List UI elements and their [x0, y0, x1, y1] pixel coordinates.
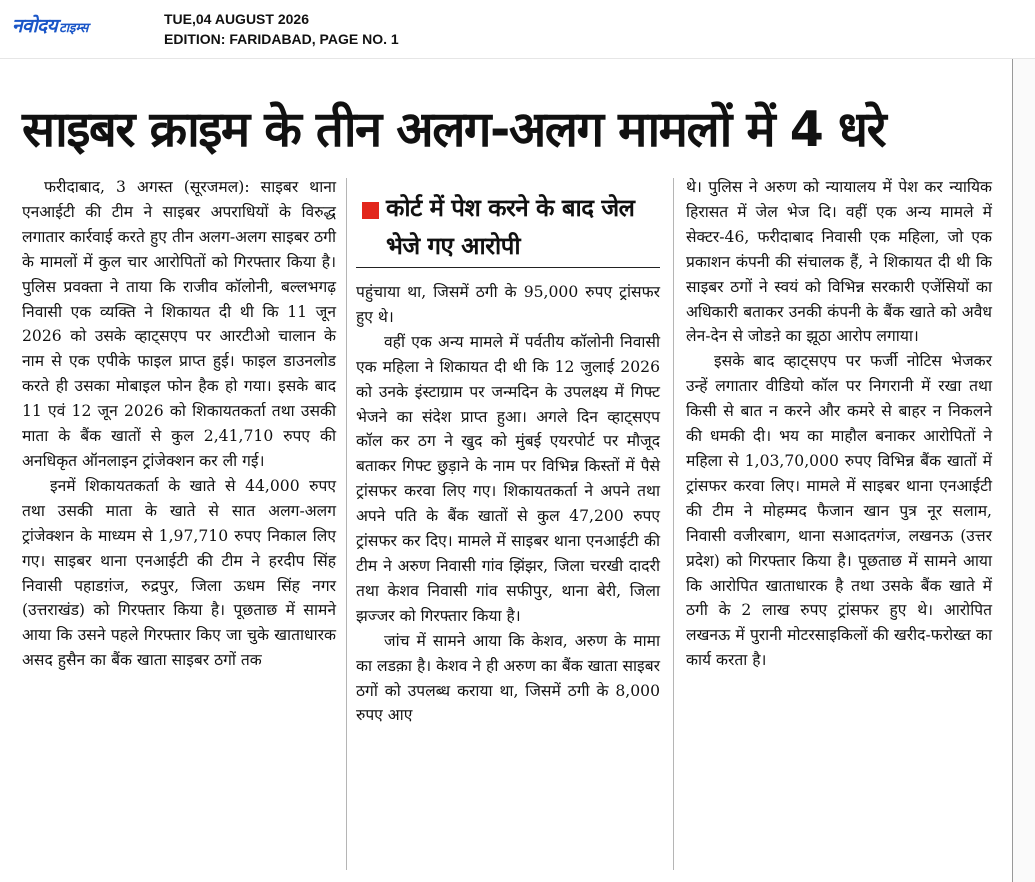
article-subhead-box	[356, 185, 660, 268]
column-2-paragraph-1: पहुंचाया था, जिसमें ठगी के 95,000 रुपए ट्रांसफर हुए थे।	[356, 283, 660, 326]
edition-header	[0, 0, 1035, 59]
newspaper-logo[interactable]	[12, 12, 88, 38]
article-column-3	[686, 175, 992, 673]
column-1-paragraph-1: फरीदाबाद, 3 अगस्त (सूरजमल): साइबर थाना एनआईटी की टीम ने साइबर अपराधियों के विरुद्ध लगातार कार्रवाई करते हुए तीन अलग-अलग साइबर ठगी के मामलों में कुल चार आरोपितों को गिरफ्तार किया है। पुलिस प्रवक्ता ने ताया कि राजीव कॉलोनी, बल्लभगढ़ निवासी एक व्यक्ति ने शिकायत दी थी कि 11 जून 2026 को उसके व्हाट्सएप पर आरटीओ चालान के नाम से एक एपीके फाइल प्राप्त हुई। फाइल डाउनलोड करते ही उसका मोबाइल फोन हैक हो गया। इसके बाद 11 एवं 12 जून 2026 को शिकायतकर्ता तथा उसकी माता के बैंक खातों से कुल 2,41,710 रुपए की अनधिकृत ऑनलाइन ट्रांजेक्शन कर ली गई।	[22, 178, 336, 470]
logo-main-text: नवोदय	[12, 15, 58, 37]
edition-date: TUE,04 AUGUST 2026	[164, 11, 309, 27]
edition-page: EDITION: FARIDABAD, PAGE NO. 1	[164, 31, 399, 47]
logo-sub-text: टाइम्स	[59, 21, 89, 36]
column-divider-2	[673, 178, 674, 870]
adjacent-column-edge	[1012, 59, 1035, 882]
column-2-paragraph-3: जांच में सामने आया कि केशव, अरुण के मामा का लडक़ा है। केशव ने ही अरुण का बैंक खाता साइबर ठगों को उपलब्ध कराया था, जिसमें ठगी के 8,000 रुपए आए	[356, 631, 660, 725]
red-square-icon	[362, 202, 379, 219]
column-3-paragraph-1: थे। पुलिस ने अरुण को न्यायालय में पेश कर न्यायिक हिरासत में जेल भेज दि। वहीं एक अन्य मामले में सेक्टर-46, फरीदाबाद निवासी एक महिला, जो एक प्रकाशन कंपनी की संचालक हैं, ने शिकायत दी थी कि साइबर ठगों ने स्वयं को विभिन्न सरकारी एजेंसियों का अधिकारी बताकर उनकी कंपनी के बैंक खाते को अवैध लेन-देन से जोडऩे का झूठा आरोप लगाया।	[686, 178, 992, 346]
column-3-paragraph-2: इसके बाद व्हाट्सएप पर फर्जी नोटिस भेजकर उन्हें लगातार वीडियो कॉल पर निगरानी में रखा तथा किसी से बात न करने और कमरे से बाहर न निकलने की धमकी दी। भय का माहौल बनाकर आरोपितों ने महिला से 1,03,70,000 रुपए विभिन्न बैंक खातों में ट्रांसफर करवा लिए। मामले में साइबर थाना एनआईटी की टीम ने मोहम्मद फैजान खान पुत्र नूर सलाम, निवासी वजीरबाग, थाना सआदतगंज, लखनऊ (उत्तर प्रदेश) को गिरफ्तार किया है। पूछताछ में सामने आया कि आरोपित खाताधारक है तथा उसके बैंक खाते में ठगी के 2 लाख रुपए ट्रांसफर हुए थे। आरोपित लखनऊ में पुरानी मोटरसाइकिलों की खरीद-फरोख्त का कार्य करता है।	[686, 352, 992, 670]
article-headline: साइबर क्राइम के तीन अलग-अलग मामलों में 4 धरे	[22, 101, 886, 158]
column-1-paragraph-2: इनमें शिकायतकर्ता के खाते से 44,000 रुपए तथा उसकी माता के खाते से सात अलग-अलग ट्रांजेक्शन के माध्यम से 1,97,710 रुपए निकाल लिए गए। साइबर थाना एनआईटी की टीम ने हरदीप सिंह निवासी पहाडग़ंज, रुद्रपुर, जिला ऊधम सिंह नगर (उत्तराखंड) को गिरफ्तार किया है। पूछताछ में सामने आया कि उसने पहले गिरफ्तार किए जा चुके खाताधारक असद हुसैन का बैंक खाता साइबर ठगों तक	[22, 476, 336, 670]
column-2-paragraph-2: वहीं एक अन्य मामले में पर्वतीय कॉलोनी निवासी एक महिला ने शिकायत दी थी कि 12 जुलाई 2026 को उनके इंस्टाग्राम पर जन्मदिन के उपलक्ष्य में गिफ्ट भेजने का संदेश प्राप्त हुआ। अगले दिन व्हाट्सएप कॉल कर ठग ने खुद को मुंबई एयरपोर्ट पर मौजूद बताकर गिफ्ट छुड़ाने के नाम पर विभिन्न किस्तों में पैसे ट्रांसफर करवा लिए गए। शिकायतकर्ता ने अपने तथा अपने पति के बैंक खातों से कुल 47,200 रुपए ट्रांसफर कर दिए। मामले में साइबर थाना एनआईटी की टीम ने अरुण निवासी गांव झिंझर, जिला चरखी दादरी तथा केशव निवासी गांव सफीपुर, थाना बेरी, जिला झज्जर को गिरफ्तार किया है।	[356, 332, 660, 625]
article-column-1	[22, 175, 336, 673]
column-divider-1	[346, 178, 347, 870]
article-subhead: कोर्ट में पेश करने के बाद जेल भेजे गए आरोपी	[386, 194, 635, 260]
article-column-2	[356, 280, 660, 728]
edition-meta	[164, 9, 399, 49]
